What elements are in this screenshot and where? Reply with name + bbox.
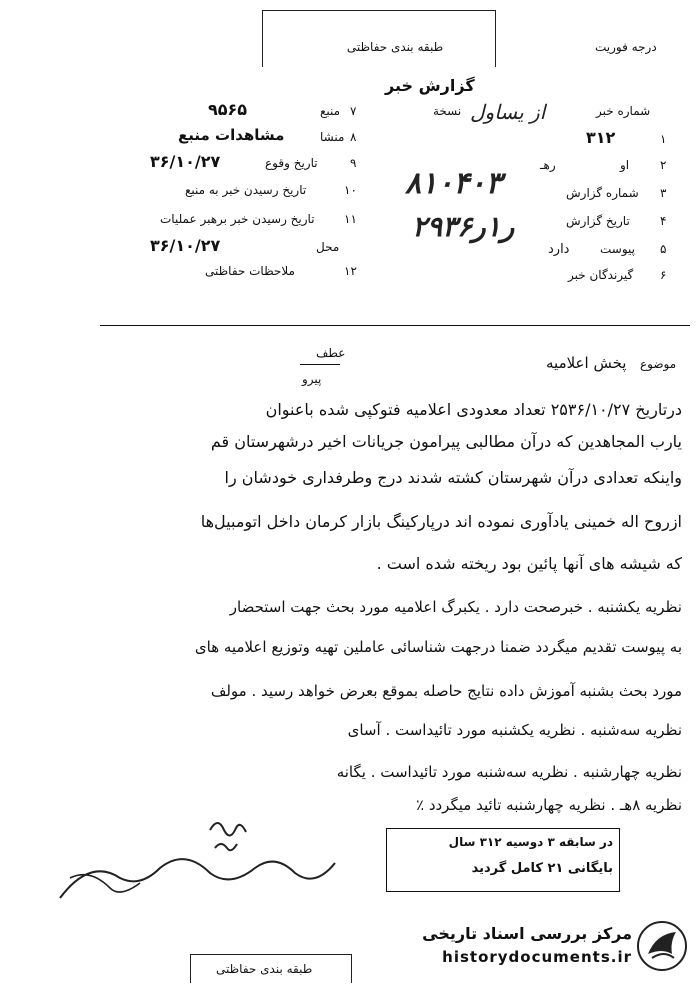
- classification-label-bottom: طبقه بندی حفاظتی: [216, 962, 313, 976]
- field1-value: ۳۱۲: [586, 128, 616, 147]
- origin-num: ۸: [350, 130, 357, 144]
- recipients-label: گیرندگان خبر: [568, 268, 634, 282]
- field2-value: رهـ: [540, 158, 556, 172]
- attachment-label: پیوست: [600, 242, 635, 256]
- attachment-value: دارد: [548, 242, 570, 257]
- comment-line-5: نظریه چهارشنبه . نظریه سه‌شنبه مورد تائیداست . یگانه: [336, 763, 682, 781]
- source-num: ۷: [350, 104, 357, 118]
- copy-label: نسخة: [433, 104, 462, 118]
- handwritten-date: ۲۹ر۱ر۳۶: [412, 210, 515, 243]
- report-date-label: تاریخ گزارش: [566, 214, 630, 228]
- origin-value: مشاهدات منبع: [178, 126, 285, 144]
- news-received-ops-label: تاریخ رسیدن خبر برهبر عملیات: [160, 212, 315, 226]
- filing-stamp: [386, 828, 620, 892]
- comment-line-3: مورد بحث بشنبه آموزش داده نتایج حاصله بموقع بعرض خواهد رسید . مولف: [210, 682, 682, 700]
- report-number-label: شماره گزارش: [566, 186, 639, 200]
- watermark-site: historydocuments.ir: [442, 948, 632, 966]
- recipients-num: ۶: [660, 268, 667, 282]
- comment-line-2: به پیوست تقدیم میگردد ضمنا درجهت شناسائی عاملین تهیه وتوزیع اعلامیه های: [194, 638, 682, 656]
- body-line-4: ازروح اله خمینی یادآوری نموده اند درپارکینگ بازار کرمان داخل اتومبیل‌ها: [200, 512, 682, 531]
- body-line-1: درتاریخ ۲۵۳۶/۱۰/۲۷ تعداد معدودی اعلامیه فتوکپی شده باعنوان: [265, 400, 682, 419]
- occurrence-date-label: تاریخ وقوع: [265, 156, 318, 170]
- filing-stamp-line-2: بایگانی ۲۱ کامل گردید: [471, 861, 613, 876]
- body-line-2: یارب المجاهدین که درآن مطالبی پیرامون جریانات اخیر درشهرستان قم: [210, 432, 682, 451]
- filing-stamp-line-1: در سابقه ۳ دوسیه ۳۱۲ سال: [448, 835, 613, 849]
- occurrence-date-value: ۳۶/۱۰/۲۷: [150, 152, 221, 171]
- comment-line-1: نظریه یکشنبه . خبرصحت دارد . یکبرگ اعلامیه مورد بحث جهت استحضار: [229, 598, 682, 616]
- body-line-5: که شیشه های آنها پائین بود ریخته شده است .: [376, 554, 682, 573]
- report-title: گزارش خبر: [385, 76, 475, 95]
- subject-divider: [300, 364, 340, 365]
- occurrence-date-num: ۹: [350, 156, 357, 170]
- body-line-3: واینکه تعدادی درآن شهرستان کشته شدند درج وطرفداری خودشان را: [224, 468, 682, 487]
- news-received-source-label: تاریخ رسیدن خبر به منبع: [185, 183, 307, 197]
- subject-label: موضوع: [640, 357, 677, 371]
- news-number-label: شماره خبر: [596, 104, 651, 118]
- peiro-label: پیرو: [302, 372, 322, 386]
- handwritten-signature: [40, 808, 370, 918]
- handwritten-header-note: از یساول: [470, 100, 546, 124]
- header-divider: [100, 325, 690, 326]
- watermark: [398, 918, 690, 974]
- archive-logo-icon: [636, 920, 688, 972]
- source-label: منبع: [320, 104, 341, 118]
- watermark-org: مرکز بررسی اسناد تاریخی: [422, 924, 632, 943]
- comment-line-4: نظریه سه‌شنبه . نظریه یکشنبه مورد تائیداست . آسای: [347, 721, 682, 739]
- handwritten-number: ۸۱۰۴۰۳: [405, 166, 502, 201]
- news-received-ops-num: ۱۱: [344, 212, 357, 226]
- security-notes-label: ملاحظات حفاظتی: [205, 264, 295, 278]
- classification-label-top: طبقه بندی حفاظتی: [346, 40, 444, 54]
- priority-label: درجه فوریت: [595, 40, 657, 54]
- report-date-num: ۴: [660, 214, 667, 228]
- field1-num: ۱: [660, 132, 667, 146]
- subject-value: پخش اعلامیه: [546, 354, 627, 372]
- classification-box-bottom: [190, 954, 352, 983]
- news-received-source-num: ۱۰: [344, 183, 357, 197]
- place-label: محل: [316, 240, 340, 254]
- atf-label: عطف: [316, 346, 346, 360]
- origin-label: منشا: [320, 130, 345, 144]
- source-value: ۹۵۶۵: [208, 100, 248, 119]
- comment-line-6: نظریه ۸هـ . نظریه چهارشنبه تائید میگردد ٪: [416, 796, 682, 814]
- report-number-num: ۳: [660, 186, 667, 200]
- field2-label: او: [620, 158, 630, 172]
- attachment-num: ۵: [660, 242, 667, 256]
- security-notes-num: ۱۲: [344, 264, 357, 278]
- place-value: ۳۶/۱۰/۲۷: [150, 236, 221, 255]
- classification-box-top: [262, 10, 496, 67]
- field2-num: ۲: [660, 158, 667, 172]
